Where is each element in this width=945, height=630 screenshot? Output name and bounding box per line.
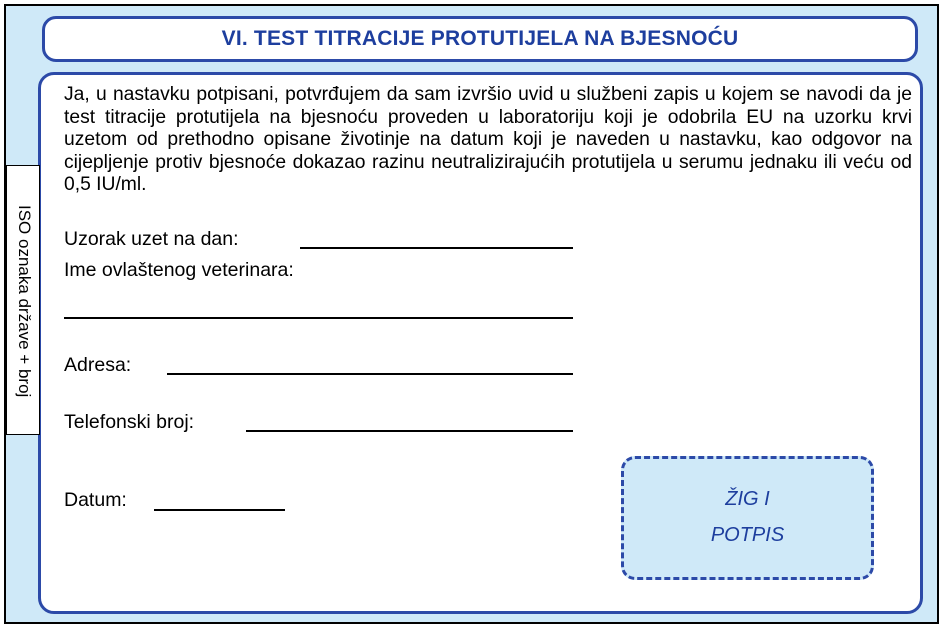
side-label-tab (6, 165, 40, 435)
sample-date-line[interactable] (300, 247, 573, 249)
stamp-label-line2: POTPIS (710, 524, 785, 546)
phone-label: Telefonski broj: (64, 411, 195, 433)
vet-name-label: Ime ovlaštenog veterinara: (64, 259, 294, 281)
address-line[interactable] (167, 373, 573, 375)
declaration-text: Ja, u nastavku potpisani, potvrđujem da sam izvršio uvid u službeni zapis u kojem se navodi da je test titracije protutijela na bjesnoću proveden u laboratoriju koji je odobrila EU na uzorku krvi uzetom od prethodno opisane životinje na datum koji je naveden u nastavku, kao odgovor na cijepljenje protiv bjesnoće dokazao razinu neutralizirajućih protutijela u serumu jednaku ili veću od 0,5 IU/ml. (64, 84, 912, 195)
phone-line[interactable] (246, 430, 573, 432)
section-title-box (42, 16, 918, 62)
sample-date-label: Uzorak uzet na dan: (64, 228, 239, 250)
date-label: Datum: (64, 489, 127, 511)
stamp-label-line1: ŽIG I (725, 488, 770, 510)
address-label: Adresa: (64, 354, 132, 376)
section-title: VI. TEST TITRACIJE PROTUTIJELA NA BJESNOĆU (221, 27, 739, 50)
side-label: ISO oznaka države + broj (15, 204, 34, 398)
vet-name-line[interactable] (64, 317, 573, 319)
date-line[interactable] (154, 509, 285, 511)
stamp-signature-box[interactable] (621, 456, 874, 580)
